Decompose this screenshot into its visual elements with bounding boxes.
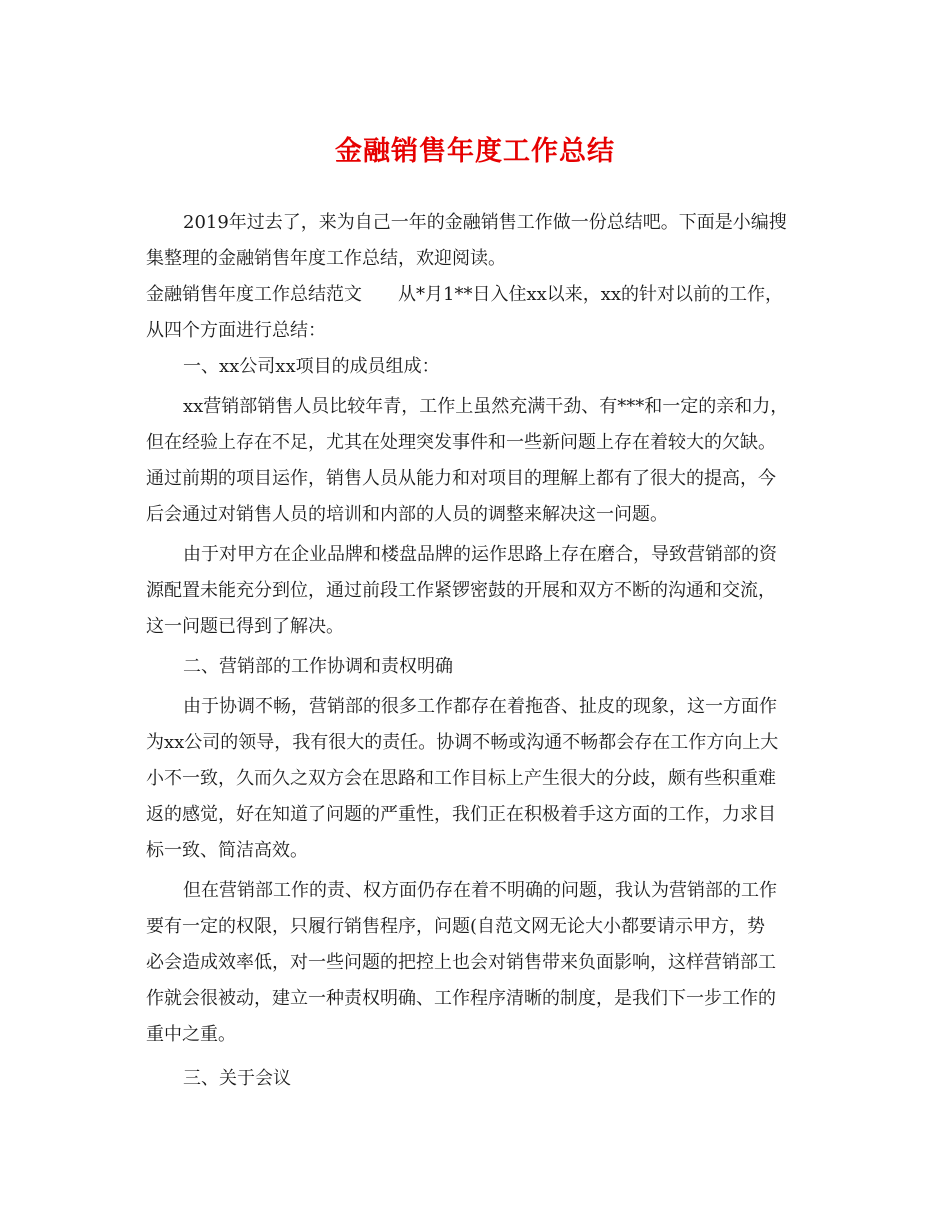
paragraph-line: 要有一定的权限，只履行销售程序，问题(自范文网无论大小都要请示甲方，势 [146,916,766,937]
paragraph-line: 这一问题已得到了解决。 [146,616,344,637]
section-heading: 二、营销部的工作协调和责权明确 [183,656,453,677]
paragraph-line: 集整理的金融销售年度工作总结，欢迎阅读。 [146,248,506,269]
paragraph-line: 通过前期的项目运作，销售人员从能力和对项目的理解上都有了很大的提高，今 [146,468,776,489]
paragraph-line: 但在营销部工作的责、权方面仍存在着不明确的问题，我认为营销部的工作 [183,880,777,901]
document-title: 金融销售年度工作总结 [335,136,615,167]
paragraph-line: 作就会很被动，建立一种责权明确、工作程序清晰的制度，是我们下一步工作的 [146,988,776,1009]
paragraph-line: 金融销售年度工作总结范文 从*月1**日入住xx以来，xx的针对以前的工作， [146,284,784,305]
paragraph-line: 标一致、简洁高效。 [146,840,308,861]
section-heading: 一、xx公司xx项目的成员组成： [183,356,440,377]
paragraph-line: 由于协调不畅，营销部的很多工作都存在着拖沓、扯皮的现象，这一方面作 [183,696,777,717]
paragraph-line: 2019年过去了，来为自己一年的金融销售工作做一份总结吧。下面是小编搜 [183,212,787,233]
paragraph-line: 后会通过对销售人员的培训和内部的人员的调整来解决这一问题。 [146,504,668,525]
paragraph-line: 重中之重。 [146,1024,236,1045]
paragraph-line: 必会造成效率低，对一些问题的把控上也会对销售带来负面影响，这样营销部工 [146,952,776,973]
paragraph-line: 由于对甲方在企业品牌和楼盘品牌的运作思路上存在磨合，导致营销部的资 [183,544,777,565]
paragraph-line: 返的感觉，好在知道了问题的严重性，我们正在积极着手这方面的工作，力求目 [146,804,776,825]
paragraph-line: 小不一致，久而久之双方会在思路和工作目标上产生很大的分歧，颇有些积重难 [146,768,776,789]
paragraph-line: 从四个方面进行总结： [146,320,326,341]
paragraph-line: xx营销部销售人员比较年青，工作上虽然充满干劲、有***和一定的亲和力， [183,396,789,417]
paragraph-line: 为xx公司的领导，我有很大的责任。协调不畅或沟通不畅都会存在工作方向上大 [146,732,779,753]
paragraph-line: 但在经验上存在不足，尤其在处理突发事件和一些新问题上存在着较大的欠缺。 [146,432,776,453]
paragraph-line: 源配置未能充分到位，通过前段工作紧锣密鼓的开展和双方不断的沟通和交流， [146,580,776,601]
document-body [146,205,804,1097]
section-heading: 三、关于会议 [183,1068,291,1089]
